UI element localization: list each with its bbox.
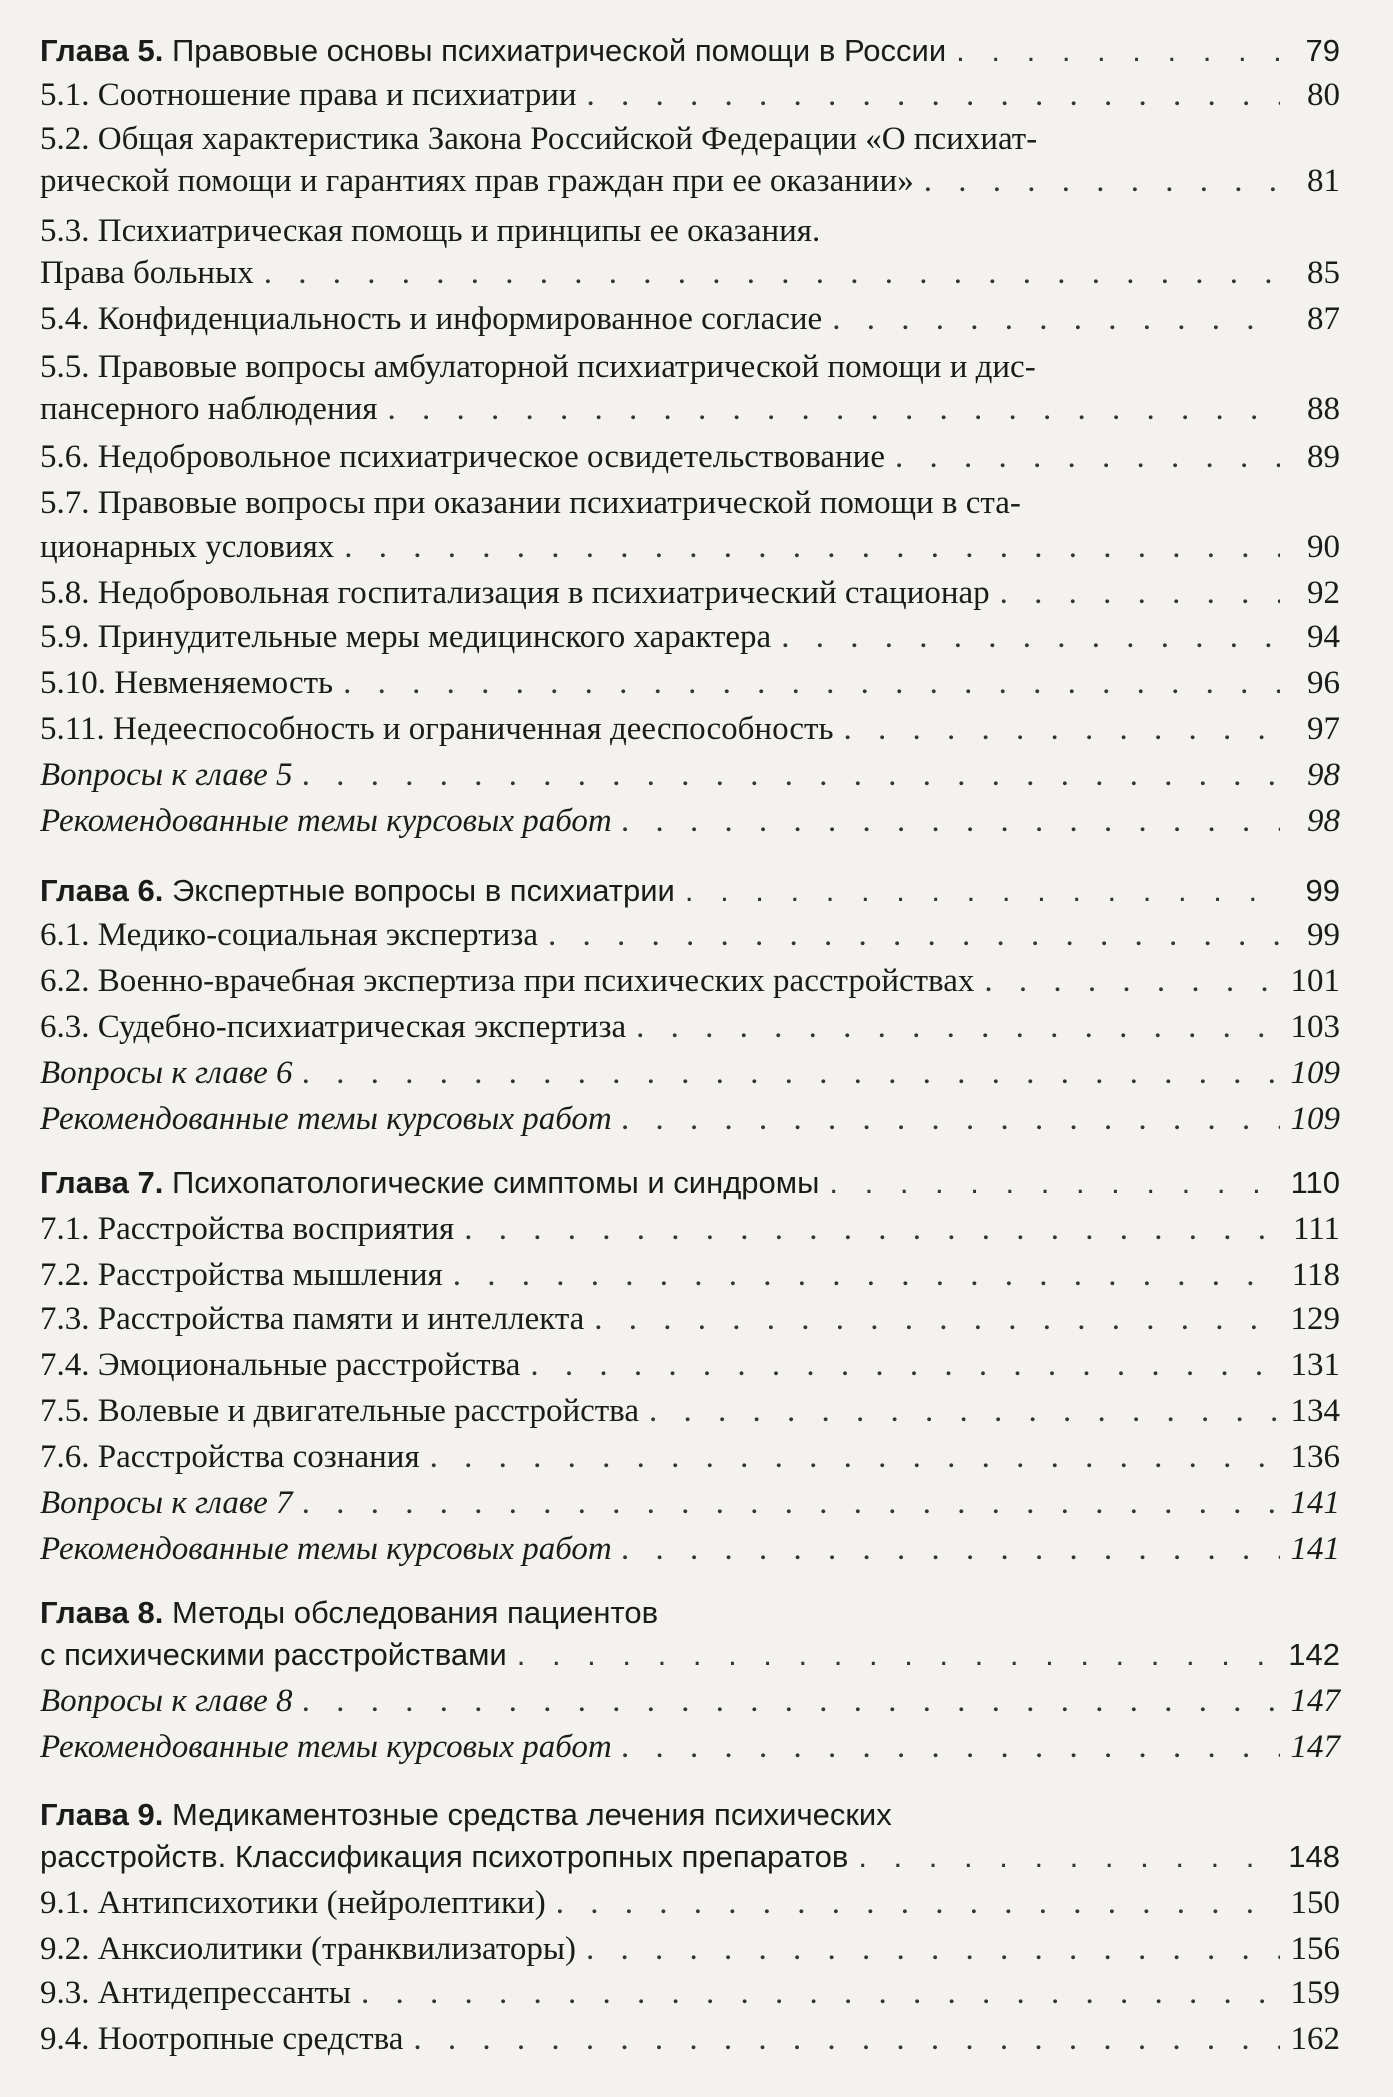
toc-entry-5-3-line1[interactable]: 5.3. Психиатрическая помощь и принципы ее оказания. [40,213,821,249]
toc-entry-9-1[interactable]: 9.1. Антипсихотики (нейролептики) . . . 150 [40,1884,1340,1922]
toc-entry-6-1[interactable]: 6.1. Медико-социальная экспертиза . . . 99 [40,916,1340,954]
toc-entry-5-8[interactable]: 5.8. Недобровольная госпитализация в психиатрический стационар . . . 92 [40,574,1340,612]
toc-page [40,22,1340,2082]
chapter-9-heading[interactable]: расстройств. Классификация психотропных препаратов . . . 148 [40,1838,1340,1876]
toc-entry-5-11[interactable]: 5.11. Недееспособность и ограниченная дееспособность . . . 97 [40,710,1340,748]
toc-entry-5-3[interactable]: Права больных . . . 85 [40,254,1340,292]
chapter-8-heading[interactable]: с психическими расстройствами . . . 142 [40,1636,1340,1674]
toc-entry-9-3[interactable]: 9.3. Антидепрессанты . . . 159 [40,1974,1340,2012]
toc-entry-7-questions[interactable]: Вопросы к главе 7 . . . 141 [40,1484,1340,1522]
toc-entry-7-1[interactable]: 7.1. Расстройства восприятия . . . 111 [40,1210,1340,1248]
toc-entry-7-5[interactable]: 7.5. Волевые и двигательные расстройства . . . 134 [40,1392,1340,1430]
chapter-8-heading-line1[interactable]: Глава 8. Методы обследования пациентов [40,1595,659,1630]
toc-entry-8-topics[interactable]: Рекомендованные темы курсовых работ . . . 147 [40,1728,1340,1766]
toc-entry-5-questions[interactable]: Вопросы к главе 5 . . . 98 [40,756,1340,794]
chapter-9-heading-line1[interactable]: Глава 9. Медикаментозные средства лечения психических [40,1797,892,1832]
toc-entry-5-9[interactable]: 5.9. Принудительные меры медицинского характера . . . 94 [40,618,1340,656]
toc-entry-5-5[interactable]: пансерного наблюдения . . . 88 [40,390,1340,428]
toc-entry-7-3[interactable]: 7.3. Расстройства памяти и интеллекта . . . 129 [40,1300,1340,1338]
chapter-5-page: 79 [1305,33,1340,68]
toc-entry-8-questions[interactable]: Вопросы к главе 8 . . . 147 [40,1682,1340,1720]
toc-entry-5-7[interactable]: ционарных условиях . . . 90 [40,528,1340,566]
toc-entry-7-2[interactable]: 7.2. Расстройства мышления . . . 118 [40,1256,1340,1294]
toc-entry-6-topics[interactable]: Рекомендованные темы курсовых работ . . . 109 [40,1100,1340,1138]
toc-entry-5-4[interactable]: 5.4. Конфиденциальность и информированное согласие . . . 87 [40,300,1340,338]
toc-entry-5-2-line1[interactable]: 5.2. Общая характеристика Закона Российской Федерации «О психиат- [40,121,1038,157]
toc-entry-5-10[interactable]: 5.10. Невменяемость . . . 96 [40,664,1340,702]
toc-entry-5-2[interactable]: рической помощи и гарантиях прав граждан при ее оказании» . . . 81 [40,162,1340,200]
toc-entry-9-4[interactable]: 9.4. Ноотропные средства . . . 162 [40,2020,1340,2058]
toc-entry-7-topics[interactable]: Рекомендованные темы курсовых работ . . . 141 [40,1530,1340,1568]
toc-entry-5-6[interactable]: 5.6. Недобровольное психиатрическое освидетельствование . . . 89 [40,438,1340,476]
toc-entry-7-4[interactable]: 7.4. Эмоциональные расстройства . . . 131 [40,1346,1340,1384]
toc-entry-5-5-line1[interactable]: 5.5. Правовые вопросы амбулаторной психиатрической помощи и дис- [40,349,1036,385]
toc-entry-7-6[interactable]: 7.6. Расстройства сознания . . . 136 [40,1438,1340,1476]
chapter-6-heading[interactable]: Глава 6. Экспертные вопросы в психиатрии . . . 99 [40,872,1340,910]
toc-entry-5-1[interactable]: 5.1. Соотношение права и психиатрии . . . 80 [40,76,1340,114]
toc-entry-9-2[interactable]: 9.2. Анксиолитики (транквилизаторы) . . . 156 [40,1930,1340,1968]
leader-dots [956,32,1280,70]
chapter-5-heading[interactable] [40,32,1340,70]
chapter-5-title: Правовые основы психиатрической помощи в России [171,33,947,68]
toc-entry-5-7-line1[interactable]: 5.7. Правовые вопросы при оказании психиатрической помощи в ста- [40,485,1021,521]
chapter-7-heading[interactable]: Глава 7. Психопатологические симптомы и синдромы . . . 110 [40,1164,1340,1202]
toc-entry-5-topics[interactable]: Рекомендованные темы курсовых работ . . . 98 [40,802,1340,840]
toc-entry-6-questions[interactable]: Вопросы к главе 6 . . . 109 [40,1054,1340,1092]
toc-entry-6-2[interactable]: 6.2. Военно-врачебная экспертиза при психических расстройствах . . . 101 [40,962,1340,1000]
chapter-5-label: Глава 5. [40,33,164,68]
toc-entry-6-3[interactable]: 6.3. Судебно-психиатрическая экспертиза . . . 103 [40,1008,1340,1046]
